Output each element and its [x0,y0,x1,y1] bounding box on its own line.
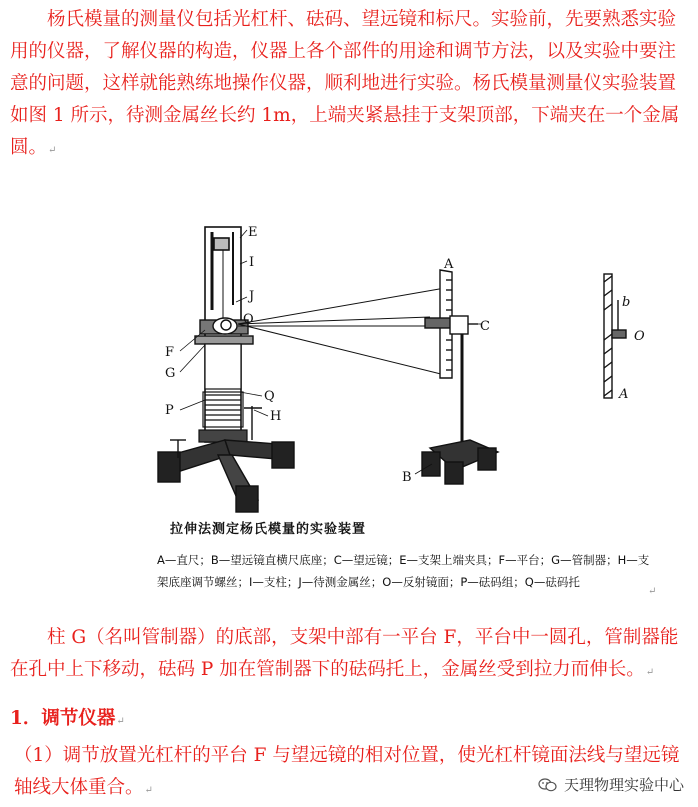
side-label-a: A [619,387,629,402]
paragraph-mark: ↵ [48,145,57,156]
paragraph-mark: ↵ [116,716,125,727]
label-p: P [165,403,174,418]
body-text: 柱 G（名叫管制器）的底部，支架中部有一平台 F，平台中一圆孔，管制器能在孔中上下移动，砝码 P 加在管制器下的砝码托上，金属丝受到拉力而伸长。 [10,627,679,680]
paragraph-mark: ↵ [645,667,655,678]
label-a: A [444,257,454,272]
side-label-o: O [634,329,645,344]
wechat-icon [538,778,558,792]
intro-paragraph [10,4,690,167]
label-j: J [249,289,255,304]
heading-text: 1．调节仪器 [10,708,116,729]
scale-stand [422,270,498,484]
side-label-b: b [622,295,631,310]
label-q: Q [264,389,275,404]
light-beam [238,288,445,375]
label-i: I [249,255,255,270]
section-heading [10,704,125,730]
label-b: B [402,470,412,485]
step-text: （1）调节放置光杠杆的平台 F 与望远镜的相对位置，使光杠杆镜面法线与望远镜轴线大体重合。 [14,745,680,798]
label-e: E [248,225,258,240]
label-h: H [270,409,282,424]
paragraph-mark: ↵ [144,785,153,796]
label-c: C [480,319,490,334]
source-watermark [534,772,688,797]
legend-paragraph-mark: ↵ [648,586,657,597]
mirror-detail [604,274,626,398]
figure-legend: A—直尺；B—望远镜直横尺底座；C—望远镜；E—支架上端夹具；F—平台；G—管制器；H—支架底座调节螺丝；I—支柱；J—待测金属丝；O—反射镜面；P—砝码组；Q—砝码托 [157,553,650,589]
label-f: F [165,345,175,360]
watermark-text: 天理物理实验中心 [563,776,684,794]
label-o: O [243,312,254,327]
figure-caption: 拉伸法测定杨氏模量的实验装置 [170,522,367,537]
intro-text: 杨氏模量的测量仪包括光杠杆、砝码、望远镜和标尺。实验前，先要熟悉实验用的仪器，了解仪器的构造，仪器上各个部件的用途和调节方法，以及实验中要注意的问题，这样就能熟练地操作仪器，顺利地进行实验。杨氏模量测量仪实验装置如图 1 所示，待测金属丝长约 1m，上端夹紧悬挂于支架顶部，下端夹在一个金属圆。 [10,9,680,158]
body-paragraph [10,622,690,689]
label-g: G [165,366,176,381]
